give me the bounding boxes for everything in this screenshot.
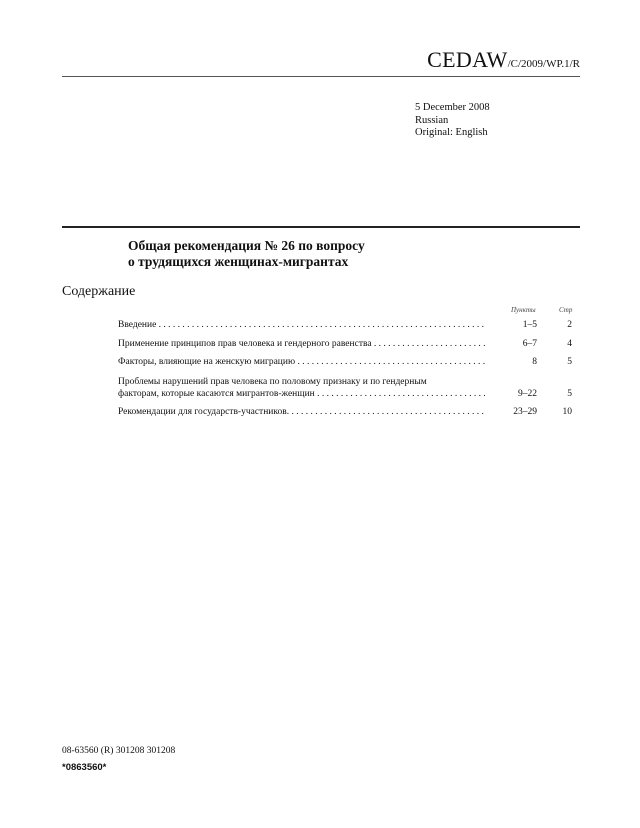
toc-entry-title [118,319,485,331]
document-date: 5 December 2008 [415,102,490,113]
toc-entry-title-line: Применение принципов прав человека и гендерного равенства . . . [118,338,485,350]
toc-entry-title-line: факторам, которые касаются мигрантов-женщин . . . [118,388,485,400]
toc-entry-title-line: Проблемы нарушений прав человека по половому признаку и по гендерным [118,377,427,387]
toc-entry-paragraphs: 23–29 [513,407,537,417]
toc-entry-paragraphs: 9–22 [518,389,537,399]
title-rule [62,226,580,228]
title-line-2: о трудящихся женщинах-мигрантах [128,254,349,269]
toc-entry-title [118,338,485,350]
toc-col-paragraphs: Пункты [511,306,536,314]
symbol-main: CEDAW [427,47,508,72]
toc-entry-page: 5 [567,389,572,399]
toc-entry-page: 4 [567,339,572,349]
toc-entry-title [118,406,485,418]
document-symbol [427,47,580,73]
document-header [62,47,580,77]
footer-barcode-text: *0863560* [62,762,107,773]
toc-entry-title-line: Факторы, влияющие на женскую миграцию . . . [118,356,485,368]
original-language: Original: English [415,127,488,138]
symbol-sub: /C/2009/WP.1/R [507,58,580,70]
document-title [128,238,365,270]
footer-doc-id: 08-63560 (R) 301208 301208 [62,746,176,756]
toc-entry-paragraphs: 6–7 [522,339,537,349]
toc-entry-title-line: Введение . . . [118,319,485,331]
toc-col-page: Стр [559,306,573,314]
toc-entry-paragraphs: 8 [532,357,537,367]
toc-entry-page: 2 [567,320,572,330]
toc-entry-paragraphs: 1–5 [522,320,537,330]
toc-entry-title-line: Рекомендации для государств-участников. . . . [118,406,485,418]
toc-entry-page: 5 [567,357,572,367]
toc-heading: Содержание [62,284,136,299]
title-line-1: Общая рекомендация № 26 по вопросу [128,238,365,253]
toc-entry-page: 10 [562,407,572,417]
toc-entry-title [118,356,485,368]
document-meta [415,102,490,140]
toc-entry-title [118,376,485,400]
document-language: Russian [415,114,449,126]
